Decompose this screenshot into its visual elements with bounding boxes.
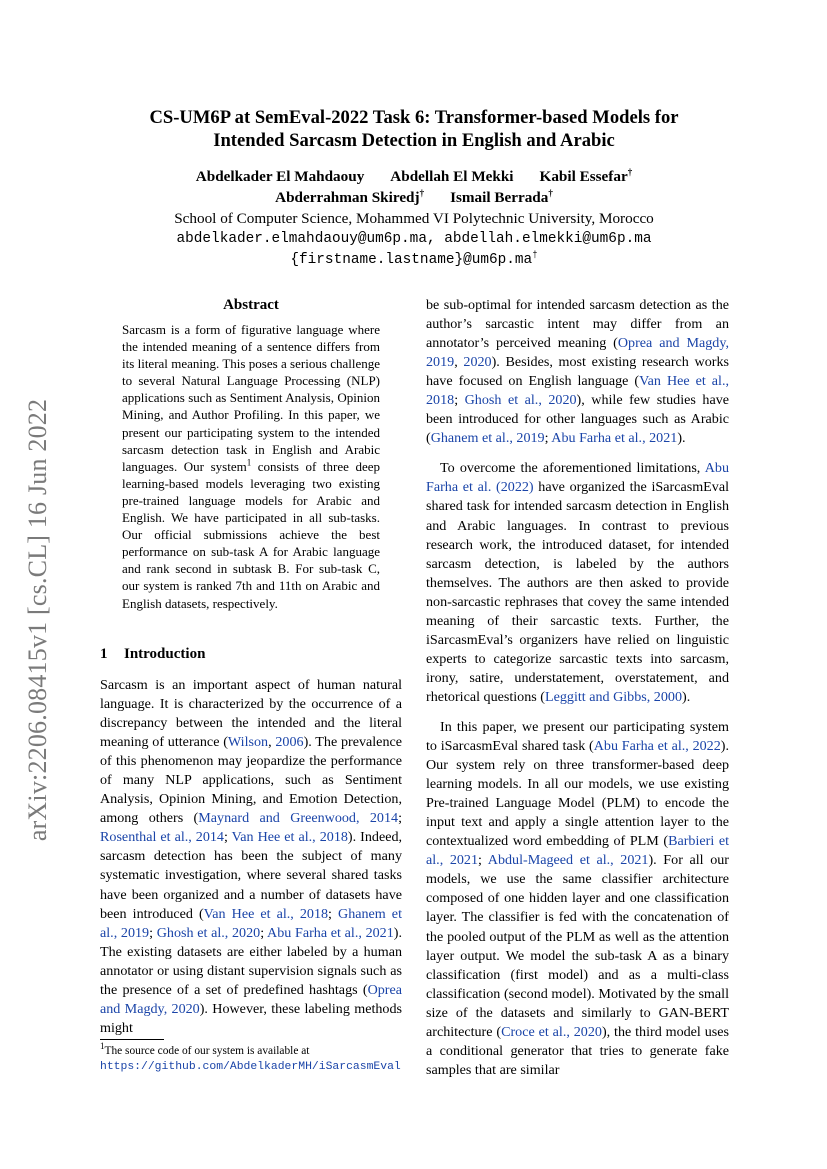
dagger-mark: † xyxy=(627,166,633,177)
email-line-2 xyxy=(100,250,728,271)
title-line-1: CS-UM6P at SemEval-2022 Task 6: Transformer-based Models for xyxy=(149,107,679,128)
citation-link[interactable]: Ghanem et al., 2019 xyxy=(100,905,402,941)
text-run: ). The existing datasets are either labeled by a human annotator or using distant supervision signals such as the presence of a set of predefined hashtags ( xyxy=(100,924,402,998)
citation-link[interactable]: Barbieri et al., 2021 xyxy=(426,833,730,869)
abstract-heading: Abstract xyxy=(223,297,279,313)
section-heading-introduction xyxy=(100,646,205,663)
citation-link[interactable]: Abu Farha et al. (2022) xyxy=(426,460,729,496)
dagger-mark: † xyxy=(548,187,553,198)
citation-link[interactable]: Ghosh et al., 2020 xyxy=(156,924,261,941)
author-2: Abdellah El Mekki xyxy=(390,168,514,185)
citation-link[interactable]: Abdul-Mageed et al., 2021 xyxy=(487,852,649,869)
author-5: Ismail Berrada xyxy=(450,189,549,206)
footnote-text: The source code of our system is available at xyxy=(104,1045,310,1057)
citation-link[interactable]: Croce et al., 2020 xyxy=(501,1023,602,1040)
source-code-link[interactable]: https://github.com/AbdelkaderMH/iSarcasmEval xyxy=(100,1061,401,1073)
footnote-divider xyxy=(100,1039,164,1040)
footnote-marker[interactable]: 1 xyxy=(246,457,252,468)
text-run: ). Besides, most existing research works have focused on English language ( xyxy=(426,354,729,390)
title-line-2: Intended Sarcasm Detection in English and Arabic xyxy=(213,130,615,151)
text-run: ; xyxy=(223,829,232,846)
citation-link[interactable]: Abu Farha et al., 2021 xyxy=(267,924,394,941)
author-4: Abderrahman Skiredj xyxy=(275,189,420,206)
dagger-mark: † xyxy=(532,250,538,261)
citation-link[interactable]: Oprea and Magdy, 2019 xyxy=(426,335,729,371)
text-run: have organized the iSarcasmEval shared task for intended sarcasm detection in English and Arabic languages. In contrast to previous research work, the introduced dataset, for intended sarcasm detection, is labeled by the authors themselves. The authors are then asked to provide non-sarcastic rephrases that covey the same intended meaning of their sarcastic texts. Further, the iSarcasmEval’s organizers have relied on linguistic experts to categorize sarcastic texts into sarcasm, irony, satire, understatement, overstatement, and rhetorical questions ( xyxy=(426,479,729,705)
text-run: Sarcasm is an important aspect of human natural language. It is characterized by the occurrence of a discrepancy between the intended and the literal meaning of utterance ( xyxy=(100,677,402,751)
text-run: , xyxy=(454,354,464,371)
abstract-part-b: consists of three deep learning-based models leveraging two existing pre-trained language models for Arabic and English. We have participated in all sub-tasks. Our official submissions achieve the best performance on sub-task A for Arabic language and rank second in subtask B. For sub-task C, our system is ranked 7th and 11th on Arabic and English datasets, respectively. xyxy=(122,458,380,611)
text-run: ; xyxy=(544,430,552,447)
text-run: ; xyxy=(478,852,488,869)
left-column-body xyxy=(100,676,402,1038)
section-title: Introduction xyxy=(124,646,206,662)
paragraph xyxy=(426,718,729,1080)
text-run: ). The prevalence of this phenomenon may jeopardize the performance of many NLP applications, such as Sentiment Analysis, Opinion Mining, and Emotion Detection, among others ( xyxy=(100,734,402,827)
email-line-1: abdelkader.elmahdaouy@um6p.ma, abdellah.elmekki@um6p.ma xyxy=(176,231,652,247)
text-run: ). xyxy=(677,430,686,447)
arxiv-identifier: arXiv:2206.08415v1 [cs.CL] 16 Jun 2022 xyxy=(23,398,52,842)
text-run: ). xyxy=(682,688,691,705)
author-block xyxy=(100,166,728,271)
citation-link[interactable]: Abu Farha et al., 2021 xyxy=(551,430,678,447)
text-run: ), the third model uses a conditional generator that tries to generate fake samples that are similar xyxy=(426,1023,729,1078)
author-names-line-1 xyxy=(100,166,728,187)
text-run: ; xyxy=(398,810,402,827)
text-run: ; xyxy=(260,924,268,941)
text-run: ). Our system rely on three transformer-based deep learning models. In all our models, we use existing Pre-trained Language Model (PLM) to encode the input text and apply a single attention layer to the contextualized word embedding of PLM ( xyxy=(426,738,729,850)
text-run: ). Indeed, sarcasm detection has been the subject of many systematic investigation, where several shared tasks have been organized and a number of datasets have been introduced ( xyxy=(100,829,403,922)
paper-title xyxy=(100,106,728,152)
paragraph xyxy=(426,296,729,448)
citation-link[interactable]: 2020 xyxy=(463,354,492,371)
citation-link[interactable]: 2006 xyxy=(275,734,304,751)
text-run: ). However, these labeling methods might xyxy=(100,1000,402,1036)
text-run: To overcome the aforementioned limitations, xyxy=(440,460,705,477)
citation-link[interactable]: Abu Farha et al., 2022 xyxy=(593,738,721,755)
paragraph xyxy=(426,459,729,707)
citation-link[interactable]: Wilson xyxy=(227,734,269,751)
dagger-mark: † xyxy=(419,187,425,198)
footnote-number: 1 xyxy=(100,1041,105,1052)
arxiv-sidebar xyxy=(18,370,58,870)
citation-link[interactable]: Van Hee et al., 2018 xyxy=(203,905,329,922)
author-3: Kabil Essefar xyxy=(539,168,628,185)
footnote xyxy=(100,1041,402,1075)
text-run: In this paper, we present our participating system to iSarcasmEval shared task ( xyxy=(426,718,729,755)
text-run: ). For all our models, we use the same classifier architecture composed of one hidden layer and one classification layer. The classifier is fed with the concatenation of the pooled output of the PLM as well as the attention layer output. We model the sub-task A as a binary classification (first model) and as a multi-class classification (second model). Motivated by the small size of the datasets and similarly to GAN-BERT architecture ( xyxy=(426,852,729,1040)
citation-link[interactable]: Ghanem et al., 2019 xyxy=(430,430,545,447)
citation-link[interactable]: Van Hee et al., 2018 xyxy=(231,829,348,846)
abstract-part-a: Sarcasm is a form of figurative language where the intended meaning of a sentence differs from its literal meaning. This poses a serious challenge to several Natural Language Processing (NLP) applications such as Sentiment Analysis, Opinion Mining, and Author Profiling. In this paper, we present our participating system to the intended sarcasm detection task in English and Arabic languages. Our system xyxy=(122,322,380,474)
citation-link[interactable]: Ghosh et al., 2020 xyxy=(464,392,577,409)
affiliation: School of Computer Science, Mohammed VI Polytechnic University, Morocco xyxy=(174,210,654,227)
text-run: , xyxy=(268,734,276,751)
citation-link[interactable]: Rosenthal et al., 2014 xyxy=(100,829,224,846)
text-run: ; xyxy=(149,924,157,941)
citation-link[interactable]: Maynard and Greenwood, 2014 xyxy=(198,810,399,827)
citation-link[interactable]: Van Hee et al., 2018 xyxy=(426,373,729,409)
citation-link[interactable]: Oprea and Magdy, 2020 xyxy=(100,981,402,1017)
author-1: Abdelkader El Mahdaouy xyxy=(195,168,365,185)
author-names-line-2 xyxy=(100,187,728,208)
section-number: 1 xyxy=(100,646,108,662)
text-run: ; xyxy=(328,905,339,922)
abstract-text xyxy=(122,321,380,612)
paragraph xyxy=(100,676,402,1038)
citation-link[interactable]: Leggitt and Gibbs, 2000 xyxy=(544,688,682,705)
text-run: ), while few studies have been introduced for other languages such as Arabic ( xyxy=(426,392,729,447)
text-run: ; xyxy=(454,392,465,409)
right-column-body xyxy=(426,296,729,1080)
text-run: be sub-optimal for intended sarcasm detection as the author’s sarcastic intent may differ from an annotator’s perceived meaning ( xyxy=(426,297,729,352)
email-pattern: {firstname.lastname}@um6p.ma xyxy=(290,252,533,268)
